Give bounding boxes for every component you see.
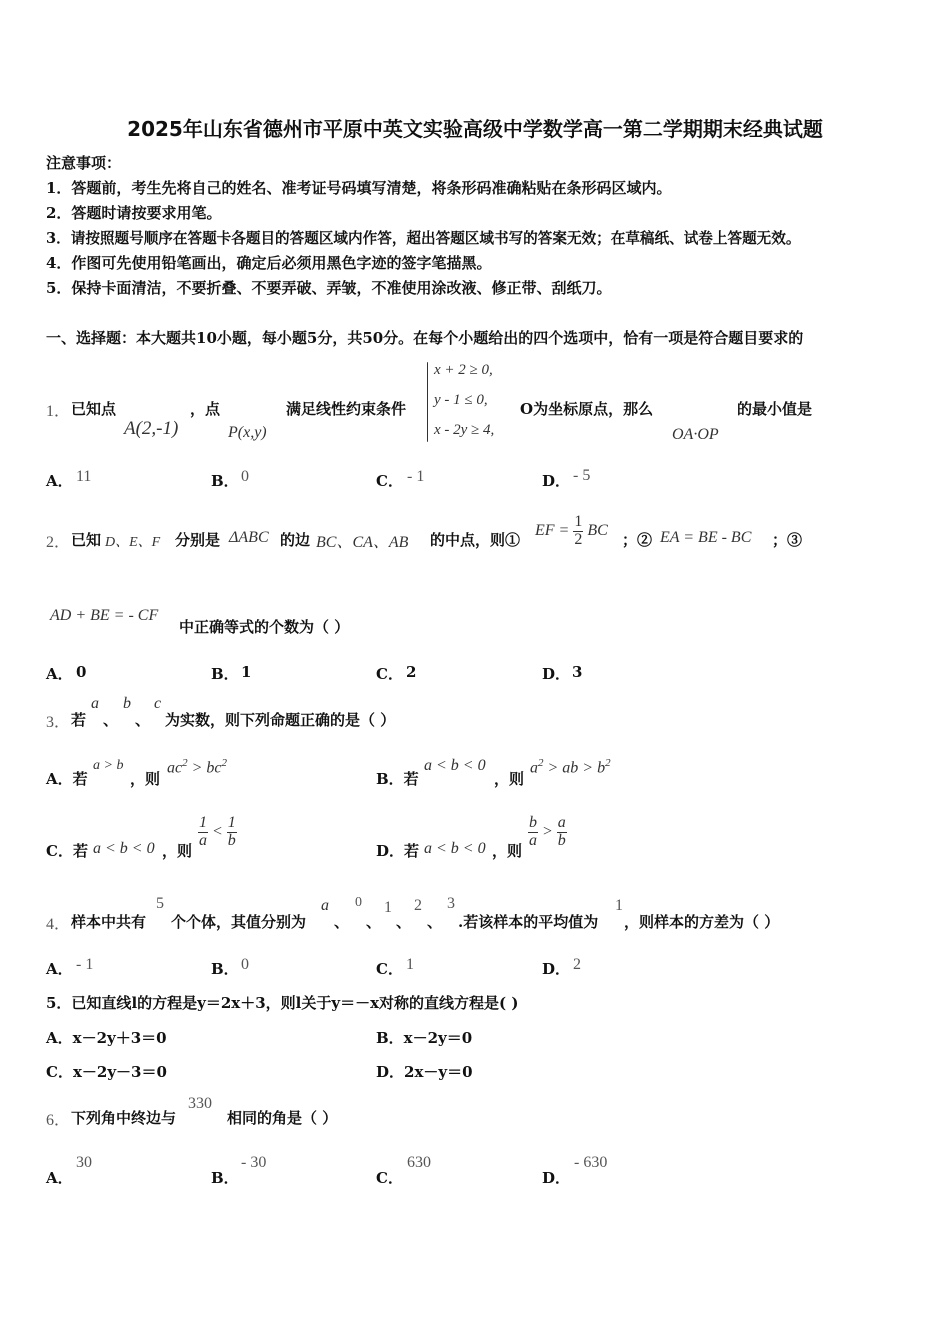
q3-sep: 、 — [135, 711, 151, 729]
q4-value: 2 — [414, 897, 422, 914]
notice-item: 4．作图可先使用铅笔画出，确定后必须用黑色字迹的签字笔描黑。 — [46, 254, 492, 272]
q2-eq2: EA = BE - BC — [660, 529, 752, 546]
fraction-denominator: b — [557, 831, 566, 849]
option-label[interactable]: D． — [542, 472, 571, 490]
question-number: 1． — [46, 403, 71, 420]
constraint-3: x - 2y ≥ 4, — [434, 422, 495, 438]
constraint-2: y - 1 ≤ 0, — [434, 392, 488, 408]
fraction-denominator: a — [199, 831, 207, 849]
fraction-denominator: b — [227, 831, 236, 849]
exponent: 2 — [605, 757, 611, 769]
fraction-denominator: a — [529, 831, 537, 849]
q2-eq1 — [535, 514, 608, 549]
question-number: 3． — [46, 714, 71, 731]
q4-value: 1 — [384, 899, 392, 916]
q3-text: 若 — [71, 711, 87, 729]
q2-eq3: AD + BE = - CF — [50, 607, 159, 624]
q3-sep: 、 — [103, 711, 119, 729]
exponent: 2 — [221, 757, 228, 769]
q3-text: 为实数，则下列命题正确的是（ ） — [165, 711, 396, 729]
option-value: 11 — [76, 468, 92, 485]
operator: > — [542, 822, 553, 840]
expr-part: a — [530, 759, 538, 777]
q3-text: ，则 — [130, 770, 161, 788]
q2-text: 分别是 — [175, 531, 221, 549]
q3-a-result — [167, 757, 227, 777]
q3-b-result — [530, 757, 611, 777]
option-label[interactable]: A． — [46, 1169, 73, 1187]
q2-text: ；③ — [772, 531, 803, 549]
option-value: - 1 — [407, 468, 425, 485]
q4-text: ，则样本的方差为（ ） — [624, 913, 780, 931]
option-label[interactable]: B． — [211, 665, 239, 683]
exponent: 2 — [182, 757, 188, 769]
constraint-1: x + 2 ≥ 0, — [434, 362, 493, 378]
q4-sep: 、 — [396, 913, 412, 931]
q1-dot-product: OA·OP — [672, 426, 719, 443]
q6-angle: 330 — [188, 1095, 212, 1112]
fraction-numerator: 1 — [574, 513, 583, 530]
q3-c-cond: a < b < 0 — [93, 840, 155, 857]
q1-point-a: A(2,-1) — [124, 418, 179, 439]
constraint-brace — [427, 362, 428, 442]
option-value: - 1 — [76, 956, 94, 973]
option-value: 2 — [406, 663, 417, 681]
q4-value: 3 — [447, 895, 455, 912]
q4-count: 5 — [156, 895, 164, 912]
option-value: 1 — [241, 663, 252, 681]
q2-text: ；② — [622, 531, 653, 549]
q4-value: a — [321, 897, 329, 914]
option-label[interactable]: B． — [211, 1169, 239, 1187]
q3-b-cond: a < b < 0 — [424, 757, 486, 774]
q2-sides: BC、CA、AB — [316, 534, 409, 551]
expr-part: ac — [167, 759, 183, 777]
q3-d-result — [528, 815, 567, 850]
q3-var-b: b — [123, 695, 131, 712]
option-value: 30 — [76, 1154, 92, 1171]
q1-text: 的最小值是 — [737, 400, 813, 418]
expr-part: > ab > b — [543, 759, 606, 777]
q4-text: 样本中共有 — [71, 913, 147, 931]
option-label[interactable]: A．若 — [46, 770, 88, 788]
option-label[interactable]: D．若 — [376, 842, 420, 860]
q4-text: 个个体，其值分别为 — [171, 913, 307, 931]
option-value: - 30 — [241, 1154, 267, 1171]
option-value: 2 — [573, 956, 581, 973]
fraction-numerator: 1 — [227, 814, 236, 831]
q4-mean: 1 — [615, 897, 623, 914]
exponent: 2 — [538, 757, 544, 769]
option-label[interactable]: D． — [542, 665, 571, 683]
q1-text: 满足线性约束条件 — [286, 400, 407, 418]
fraction — [198, 815, 208, 850]
q1-text: O为坐标原点，那么 — [520, 400, 654, 418]
fraction-numerator: 1 — [199, 814, 207, 831]
q2-triangle: ΔABC — [229, 529, 269, 546]
option-a[interactable]: A．x－2y＋3＝0 — [46, 1029, 167, 1047]
option-label[interactable]: C． — [376, 1169, 403, 1187]
expr-part: > bc — [187, 759, 222, 777]
question-number: 6． — [46, 1112, 71, 1129]
option-label[interactable]: B． — [211, 472, 239, 490]
option-label[interactable]: C． — [376, 665, 403, 683]
page-title: 2025年山东省德州市平原中英文实验高级中学数学高一第二学期期末经典试题 — [127, 117, 823, 141]
option-value: 1 — [406, 956, 414, 973]
q3-var-c: c — [154, 695, 162, 712]
option-label[interactable]: B． — [211, 960, 239, 978]
q3-var-a: a — [91, 695, 99, 712]
notice-item: 2．答题时请按要求用笔。 — [46, 204, 222, 222]
q2-text: 中正确等式的个数为（ ） — [179, 618, 350, 636]
notice-item: 3．请按照题号顺序在答题卡各题目的答题区域内作答，超出答题区域书写的答案无效；在草稿纸、试卷上答题无效。 — [46, 230, 801, 247]
fraction — [227, 815, 237, 850]
option-value: 0 — [76, 663, 87, 681]
q6-text: 下列角中终边与 — [71, 1109, 177, 1127]
q2-text: 的中点，则① — [430, 531, 521, 549]
option-value: 630 — [407, 1154, 431, 1171]
q3-d-cond: a < b < 0 — [424, 840, 486, 857]
option-value: 3 — [572, 663, 583, 681]
q4-text: .若该样本的平均值为 — [458, 913, 599, 931]
q3-text: ，则 — [494, 770, 525, 788]
notice-heading: 注意事项： — [46, 154, 122, 172]
option-label[interactable]: C． — [376, 960, 403, 978]
q3-text: ，则 — [492, 842, 523, 860]
q2-eq1-left: EF = — [535, 521, 570, 539]
option-label[interactable]: A． — [46, 960, 73, 978]
fraction-denominator: 2 — [574, 530, 583, 548]
q3-text: ，则 — [162, 842, 193, 860]
operator: < — [212, 822, 223, 840]
option-value: 0 — [241, 468, 249, 485]
option-label[interactable]: A． — [46, 472, 73, 490]
option-label[interactable]: D． — [542, 1169, 571, 1187]
question-number: 4． — [46, 916, 71, 933]
option-value: - 630 — [574, 1154, 608, 1171]
option-b[interactable]: B．x－2y＝0 — [376, 1029, 473, 1047]
q2-eq1-right: BC — [587, 521, 608, 539]
q5-stem: 5．已知直线l的方程是y＝2x＋3，则l关于y＝－x对称的直线方程是( ) — [46, 994, 519, 1012]
q2-text: 已知 — [71, 531, 102, 549]
section-heading: 一、选择题：本大题共10小题，每小题5分，共50分。在每个小题给出的四个选项中，恰有一项是符合题目要求的 — [46, 329, 804, 347]
option-c[interactable]: C．x－2y－3＝0 — [46, 1063, 167, 1081]
q4-sep: 、 — [366, 913, 382, 931]
q4-sep: 、 — [334, 913, 350, 931]
q2-points: D、E、F — [105, 535, 161, 550]
q1-point-p: P(x,y) — [228, 424, 267, 441]
fraction-numerator: a — [557, 814, 566, 831]
q1-text: 已知点 — [71, 400, 117, 418]
notice-item: 1．答题前，考生先将自己的姓名、准考证号码填写清楚，将条形码准确粘贴在条形码区域内。 — [46, 179, 672, 197]
option-label[interactable]: A． — [46, 665, 73, 683]
q2-text: 的边 — [280, 531, 311, 549]
q3-c-result — [198, 815, 237, 850]
q4-value: 0 — [355, 895, 362, 910]
q4-sep: 、 — [427, 913, 443, 931]
option-d[interactable]: D．2x－y＝0 — [376, 1063, 473, 1081]
q2-eq1-fraction — [573, 514, 583, 549]
option-label[interactable]: D． — [542, 960, 571, 978]
option-label[interactable]: B．若 — [376, 770, 419, 788]
option-value: - 5 — [573, 467, 591, 484]
q6-text: 相同的角是（ ） — [227, 1109, 338, 1127]
option-value: 0 — [241, 956, 249, 973]
fraction-numerator: b — [529, 814, 537, 831]
option-label[interactable]: C． — [376, 472, 403, 490]
fraction — [528, 815, 538, 850]
fraction — [557, 815, 567, 850]
q3-a-cond: a > b — [93, 758, 124, 773]
option-label[interactable]: C．若 — [46, 842, 88, 860]
notice-item: 5．保持卡面清洁，不要折叠、不要弄破、弄皱，不准使用涂改液、修正带、刮纸刀。 — [46, 279, 612, 297]
question-number: 2． — [46, 534, 71, 551]
q1-text: ，点 — [190, 400, 221, 418]
